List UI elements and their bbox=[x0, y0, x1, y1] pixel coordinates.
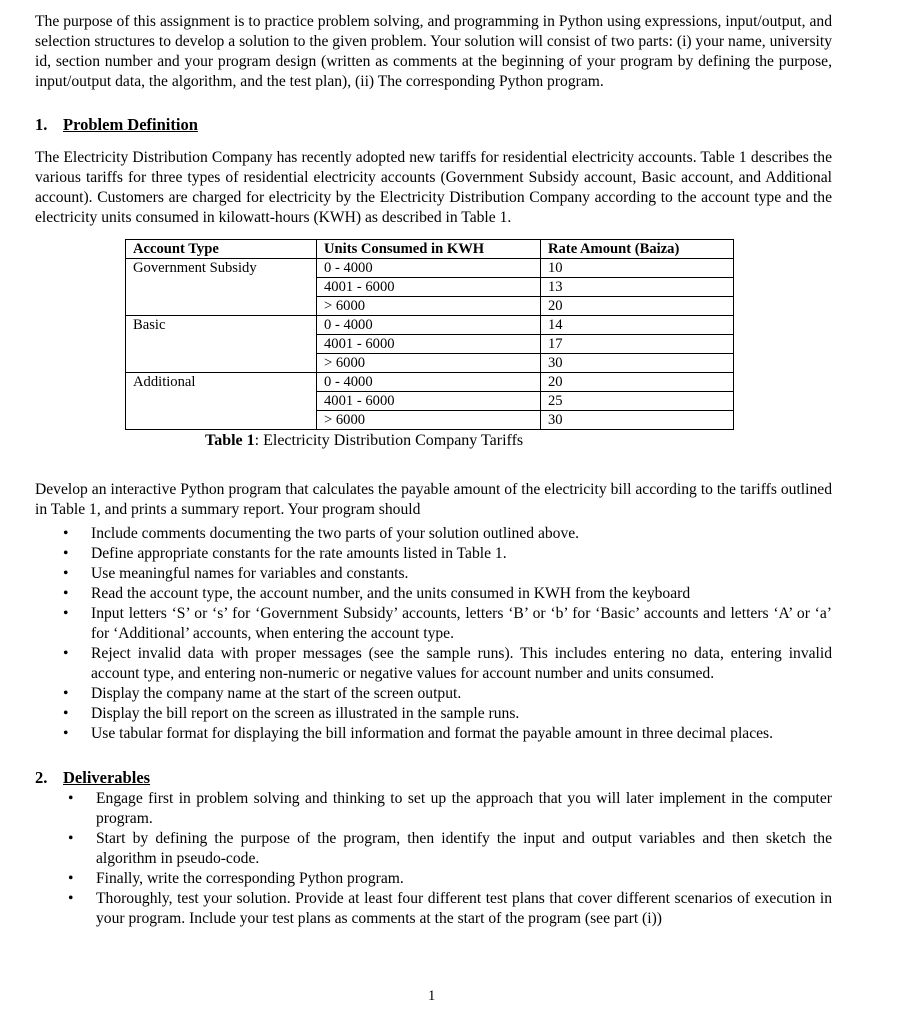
bullet-icon: • bbox=[68, 830, 74, 847]
table-header-row bbox=[126, 240, 734, 259]
rate-amount-cell: 20 bbox=[541, 297, 734, 316]
account-type-cell: Government Subsidy bbox=[126, 259, 317, 278]
bullet-icon: • bbox=[63, 545, 69, 562]
account-type-cell bbox=[126, 278, 317, 297]
units-range-cell: 0 - 4000 bbox=[317, 259, 541, 278]
list-item-text: Reject invalid data with proper messages (see the sample runs). This includes entering no data, entering invalid account type, and entering non-numeric or negative values for account number and units consumed. bbox=[91, 645, 832, 682]
account-type-cell bbox=[126, 354, 317, 373]
account-type-cell bbox=[126, 335, 317, 354]
rate-amount-cell: 13 bbox=[541, 278, 734, 297]
table-row bbox=[126, 316, 734, 335]
list-item bbox=[35, 644, 832, 684]
tariff-table-body bbox=[126, 259, 734, 430]
rate-amount-cell: 10 bbox=[541, 259, 734, 278]
list-item-text: Include comments documenting the two parts of your solution outlined above. bbox=[91, 525, 580, 542]
section-1-title: Problem Definition bbox=[63, 115, 198, 134]
list-item bbox=[35, 564, 832, 584]
section-2-heading bbox=[35, 767, 832, 789]
bullet-icon: • bbox=[63, 645, 69, 662]
account-type-cell bbox=[126, 297, 317, 316]
header-rate-amount: Rate Amount (Baiza) bbox=[541, 240, 734, 259]
units-range-cell: > 6000 bbox=[317, 411, 541, 430]
table-row bbox=[126, 259, 734, 278]
list-item bbox=[35, 789, 832, 829]
table-row bbox=[126, 297, 734, 316]
units-range-cell: > 6000 bbox=[317, 354, 541, 373]
table-row bbox=[126, 373, 734, 392]
list-item-text: Finally, write the corresponding Python program. bbox=[96, 870, 404, 887]
rate-amount-cell: 30 bbox=[541, 411, 734, 430]
table-row bbox=[126, 411, 734, 430]
list-item bbox=[35, 869, 832, 889]
list-item bbox=[35, 584, 832, 604]
header-units-consumed: Units Consumed in KWH bbox=[317, 240, 541, 259]
list-item-text: Thoroughly, test your solution. Provide at least four different test plans that cover different scenarios of execution in your program. Include your test plans as comments at the start of the program (see part (i)) bbox=[96, 890, 832, 927]
bullet-icon: • bbox=[63, 705, 69, 722]
intro-paragraph: The purpose of this assignment is to practice problem solving, and programming in Python using expressions, input/output, and selection structures to develop a solution to the given problem. Your solution will consist of two parts: (i) your name, university id, section number and your program design (written as comments at the beginning of your program by defining the purpose, input/output data, the algorithm, and the test plan), (ii) The corresponding Python program. bbox=[35, 13, 832, 90]
units-range-cell: 4001 - 6000 bbox=[317, 335, 541, 354]
units-range-cell: 4001 - 6000 bbox=[317, 278, 541, 297]
tariff-table bbox=[125, 239, 734, 430]
table-row bbox=[126, 278, 734, 297]
bullet-icon: • bbox=[68, 870, 74, 887]
list-item-text: Engage first in problem solving and thinking to set up the approach that you will later implement in the computer program. bbox=[96, 790, 832, 827]
bullet-icon: • bbox=[63, 525, 69, 542]
list-item-text: Display the company name at the start of the screen output. bbox=[91, 685, 462, 702]
list-item bbox=[35, 889, 832, 929]
section-1-number: 1. bbox=[35, 115, 48, 134]
list-item bbox=[35, 704, 832, 724]
section-2-title: Deliverables bbox=[63, 768, 151, 787]
list-item-text: Display the bill report on the screen as illustrated in the sample runs. bbox=[91, 705, 520, 722]
units-range-cell: > 6000 bbox=[317, 297, 541, 316]
table-caption-text: : Electricity Distribution Company Tariffs bbox=[254, 432, 524, 449]
rate-amount-cell: 20 bbox=[541, 373, 734, 392]
problem-definition-paragraph: The Electricity Distribution Company has recently adopted new tariffs for residential electricity accounts. Table 1 describes the various tariffs for three types of residential electricity accounts (Government Subsidy account, Basic account, and Additional account). Customers are charged for electricity by the Electricity Distribution Company according to the account type and the electricity units consumed in kilowatt-hours (KWH) as described in Table 1. bbox=[35, 149, 832, 226]
document-page bbox=[35, 12, 832, 929]
list-item bbox=[35, 724, 832, 744]
bullet-icon: • bbox=[63, 565, 69, 582]
rate-amount-cell: 30 bbox=[541, 354, 734, 373]
table-row bbox=[126, 354, 734, 373]
list-item-text: Use tabular format for displaying the bill information and format the payable amount in three decimal places. bbox=[91, 725, 774, 742]
table-caption bbox=[205, 431, 832, 451]
rate-amount-cell: 17 bbox=[541, 335, 734, 354]
list-item bbox=[35, 684, 832, 704]
list-item-text: Input letters ‘S’ or ‘s’ for ‘Government Subsidy’ accounts, letters ‘B’ or ‘b’ for ‘Basic’ accounts and letters ‘A’ or ‘a’ for ‘Additional’ accounts, when entering the account type. bbox=[91, 605, 832, 642]
list-item bbox=[35, 829, 832, 869]
table-row bbox=[126, 335, 734, 354]
units-range-cell: 0 - 4000 bbox=[317, 316, 541, 335]
deliverables-list bbox=[35, 789, 832, 929]
rate-amount-cell: 14 bbox=[541, 316, 734, 335]
list-item-text: Start by defining the purpose of the program, then identify the input and output variables and then sketch the algorithm in pseudo-code. bbox=[96, 830, 832, 867]
units-range-cell: 4001 - 6000 bbox=[317, 392, 541, 411]
bullet-icon: • bbox=[68, 790, 74, 807]
list-item bbox=[35, 544, 832, 564]
page-number: 1 bbox=[428, 988, 436, 1004]
section-1-heading bbox=[35, 114, 832, 136]
bullet-icon: • bbox=[63, 725, 69, 742]
units-range-cell: 0 - 4000 bbox=[317, 373, 541, 392]
list-item-text: Read the account type, the account number, and the units consumed in KWH from the keyboard bbox=[91, 585, 691, 602]
account-type-cell bbox=[126, 411, 317, 430]
header-account-type: Account Type bbox=[126, 240, 317, 259]
requirements-list bbox=[35, 524, 832, 744]
account-type-cell: Basic bbox=[126, 316, 317, 335]
rate-amount-cell: 25 bbox=[541, 392, 734, 411]
table-caption-label: Table 1 bbox=[205, 432, 255, 449]
table-row bbox=[126, 392, 734, 411]
list-item-text: Define appropriate constants for the rate amounts listed in Table 1. bbox=[91, 545, 507, 562]
bullet-icon: • bbox=[68, 890, 74, 907]
account-type-cell bbox=[126, 392, 317, 411]
bullet-icon: • bbox=[63, 585, 69, 602]
bullet-icon: • bbox=[63, 685, 69, 702]
section-2-number: 2. bbox=[35, 768, 48, 787]
develop-paragraph: Develop an interactive Python program that calculates the payable amount of the electricity bill according to the tariffs outlined in Table 1, and prints a summary report. Your program should bbox=[35, 481, 832, 518]
list-item bbox=[35, 524, 832, 544]
bullet-icon: • bbox=[63, 605, 69, 622]
list-item-text: Use meaningful names for variables and constants. bbox=[91, 565, 409, 582]
account-type-cell: Additional bbox=[126, 373, 317, 392]
list-item bbox=[35, 604, 832, 644]
